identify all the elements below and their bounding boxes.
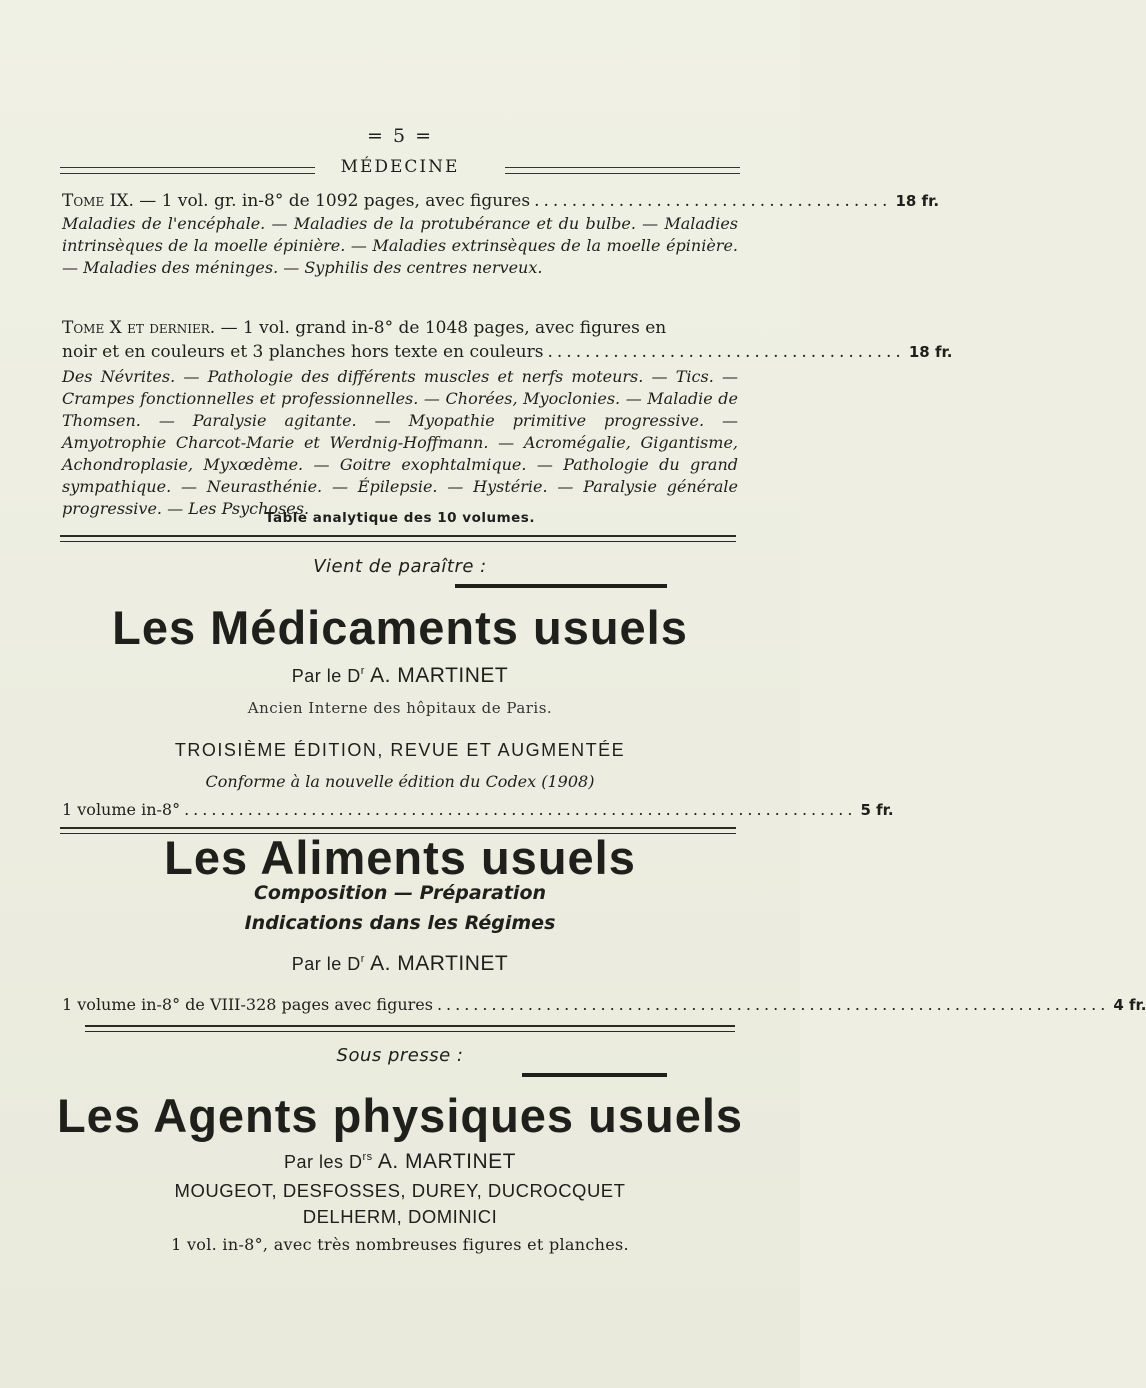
book-1-price: 5 fr.: [860, 801, 894, 819]
tome-10-desc-line2: noir et en couleurs et 3 planches hors texte en couleurs: [62, 342, 544, 362]
tome-10-label: Tome X et dernier.: [62, 318, 216, 338]
tome-10-price: 18 fr.: [908, 343, 953, 361]
book-1-volume: 1 volume in-8°: [62, 800, 181, 819]
book-3-coauthors-1: MOUGEOT, DESFOSSES, DUREY, DUCROCQUET: [174, 1180, 626, 1201]
tome-9-contents: Maladies de l'encéphale. — Maladies de la protubérance et du bulbe. — Maladies intrinsèques de la moelle épinière. — Maladies extrinsèques de la moelle épinière. — Maladies des méninges. — Syphilis des centres nerveux.: [62, 214, 738, 277]
tome-9-entry: [62, 189, 940, 279]
tome-10-desc: [62, 316, 738, 340]
divider-rule-3: [85, 1025, 735, 1032]
book-1-conformity: Conforme à la nouvelle édition du Codex (1908): [205, 772, 595, 791]
divider-rule-1: [60, 535, 736, 542]
book-2-volume: 1 volume in-8° de VIII-328 pages avec figures: [62, 995, 433, 1014]
book-2-title: Les Aliments usuels: [164, 831, 636, 884]
section-title: MÉDECINE: [340, 157, 460, 177]
book-3-volume: 1 vol. in-8°, avec très nombreuses figures et planches.: [171, 1235, 629, 1254]
book-2-author: Par le $D^r$ A. MARTINET: [291, 952, 509, 975]
tome-10-row: noir et en couleurs et 3 planches hors texte en couleurs ...................................... 18 fr.: [62, 342, 953, 362]
book-1-author: Par le $D^r$ A. MARTINET: [291, 664, 509, 687]
tome-9-desc: — 1 vol. gr. in-8° de 1092 pages, avec figures: [139, 191, 531, 211]
book-3-author: Par les $D^{rs}$ A. MARTINET: [283, 1150, 516, 1173]
tome-10-desc-line1: — 1 vol. grand in-8° de 1048 pages, avec figures en: [220, 318, 667, 338]
book-3-announce: Sous presse :: [336, 1045, 464, 1066]
book-1-title: Les Médicaments usuels: [112, 601, 688, 654]
book-3-coauthors-2: DELHERM, DOMINICI: [302, 1206, 498, 1227]
book-1-edition: TROISIÈME ÉDITION, REVUE ET AUGMENTÉE: [174, 740, 626, 760]
book-1-announce: Vient de paraître :: [313, 556, 487, 577]
book-1-volume-row: 1 volume in-8° .......................................................................... 5 fr.: [62, 800, 894, 819]
announce-underbar-2: [522, 1073, 667, 1077]
book-2-volume-row: 1 volume in-8° de VIII-328 pages avec figures .......................................................................... 4 fr.: [62, 995, 1146, 1014]
tome-10-entry: [62, 316, 953, 520]
table-note: Table analytique des 10 volumes.: [265, 510, 535, 526]
book-2-subtitle-2: Indications dans les Régimes: [244, 912, 556, 934]
tome-9-label: Tome IX.: [62, 191, 134, 211]
tome-10-contents: Des Névrites. — Pathologie des différents muscles et nerfs moteurs. — Tics. — Crampes fonctionnelles et professionnelles. — Chorées, Myoclonies. — Maladie de Thomsen. — Paralysie agitante. — Myopathie primitive progressive. — Amyotrophie Charcot-Marie et Werdnig-Hoffmann. — Acromégalie, Gigantisme, Achondroplasie, Myxœdème. — Goitre exophtalmique. — Pathologie du grand sympathique. — Neurasthénie. — Épilepsie. — Hystérie. — Paralysie générale progressive. — Les Psychoses.: [62, 367, 738, 518]
announce-underbar-1: [455, 584, 667, 588]
book-2-subtitle-1: Composition — Préparation: [253, 882, 547, 904]
book-3-title: Les Agents physiques usuels: [56, 1089, 744, 1142]
page-number: = 5 =: [366, 125, 433, 147]
section-header: [60, 155, 740, 185]
header-rule-right: [505, 167, 740, 174]
tome-9-price: 18 fr.: [895, 192, 940, 210]
book-2-price: 4 fr.: [1113, 996, 1146, 1014]
tome-9-row: Tome IX. — 1 vol. gr. in-8° de 1092 pages, avec figures ...................................... 18 fr.: [62, 191, 940, 211]
book-1-author-subtitle: Ancien Interne des hôpitaux de Paris.: [247, 699, 553, 717]
